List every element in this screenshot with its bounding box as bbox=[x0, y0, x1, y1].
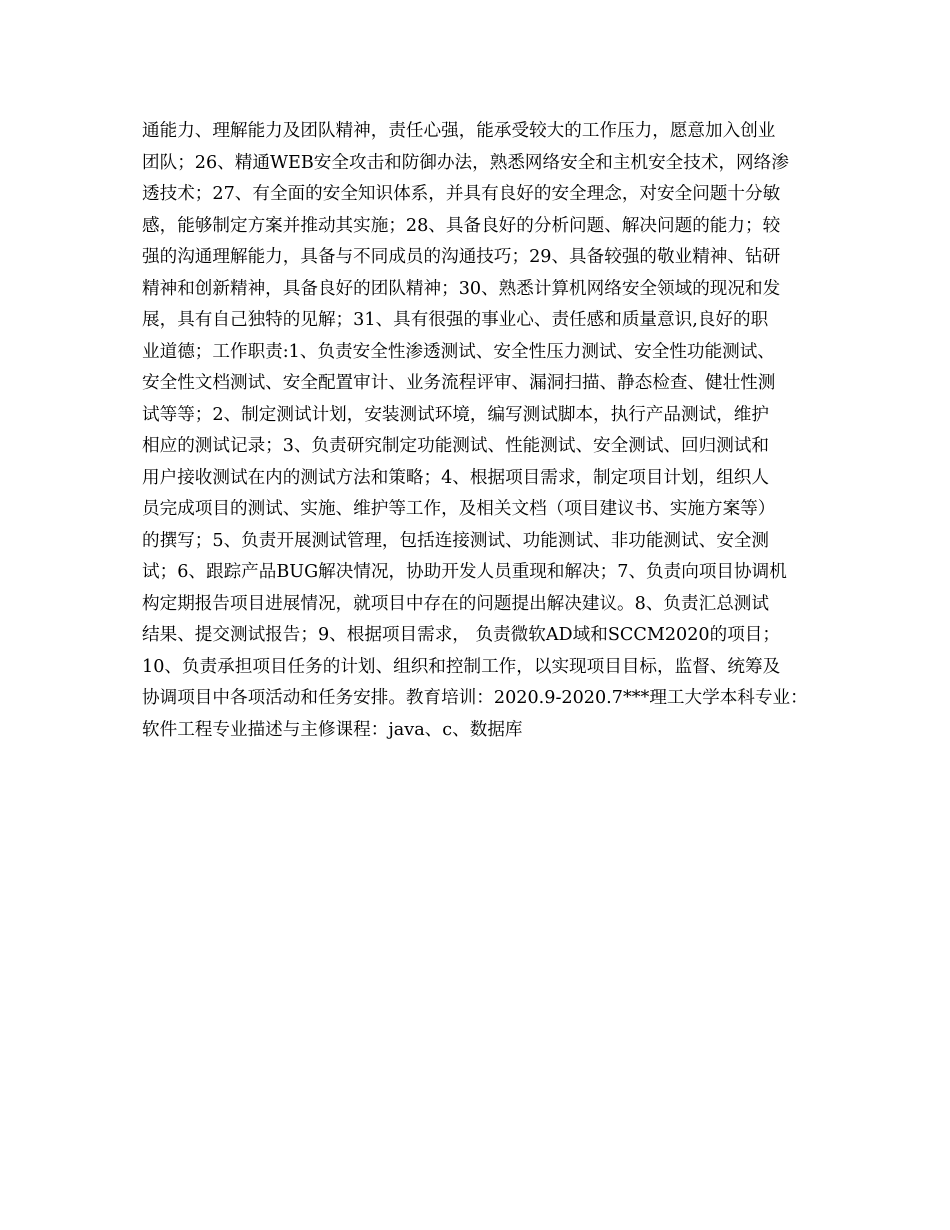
text-line-13: 员完成项目的测试、实施、维护等工作，及相关文档（项目建议书、实施方案等） bbox=[142, 499, 776, 519]
text-line-11: 相应的测试记录；3、负责研究制定功能测试、性能测试、安全测试、回归测试和 bbox=[142, 436, 769, 456]
text-line-7: 展，具有自己独特的见解；31、具有很强的事业心、责任感和质量意识,良好的职 bbox=[142, 310, 769, 330]
text-line-12: 用户接收测试在内的测试方法和策略；4、根据项目需求，制定项目计划，组织人 bbox=[142, 467, 769, 488]
text-line-10: 试等等；2、制定测试计划，安装测试环境，编写测试脚本，执行产品测试，维护 bbox=[142, 404, 769, 425]
text-line-9: 安全性文档测试、安全配置审计、业务流程评审、漏洞扫描、静态检查、健壮性测 bbox=[142, 373, 776, 393]
text-line-19: 协调项目中各项活动和任务安排。教育培训：2020.9-2020.7***理工大学本科专业： bbox=[142, 688, 808, 708]
text-line-18: 10、负责承担项目任务的计划、组织和控制工作，以实现项目目标，监督、统筹及 bbox=[142, 656, 781, 677]
text-line-3: 透技术；27、有全面的安全知识体系，并具有良好的安全理念，对安全问题十分敏 bbox=[142, 184, 781, 204]
text-line-8: 业道德；工作职责:1、负责安全性渗透测试、安全性压力测试、安全性功能测试、 bbox=[142, 341, 775, 362]
text-line-2: 团队；26、精通WEB安全攻击和防御办法，熟悉网络安全和主机安全技术，网络渗 bbox=[142, 152, 789, 173]
text-line-20: 软件工程专业描述与主修课程：java、c、数据库 bbox=[142, 719, 523, 740]
text-line-16: 构定期报告项目进展情况，就项目中存在的问题提出解决建议。8、负责汇总测试 bbox=[142, 593, 769, 614]
text-line-6: 精神和创新精神，具备良好的团队精神；30、熟悉计算机网络安全领域的现况和发 bbox=[142, 278, 781, 299]
body-text bbox=[142, 116, 832, 746]
text-line-14: 的撰写；5、负责开展测试管理，包括连接测试、功能测试、非功能测试、安全测 bbox=[142, 530, 769, 551]
text-line-17: 结果、提交测试报告；9、根据项目需求， 负责微软AD域和SCCM2020的项目； bbox=[142, 625, 780, 645]
text-line-4: 感，能够制定方案并推动其实施；28、具备良好的分析问题、解决问题的能力；较 bbox=[142, 215, 781, 236]
text-line-5: 强的沟通理解能力，具备与不同成员的沟通技巧；29、具备较强的敬业精神、钻研 bbox=[142, 247, 781, 267]
text-line-15: 试；6、跟踪产品BUG解决情况，协助开发人员重现和解决；7、负责向项目协调机 bbox=[142, 562, 787, 582]
text-line-1: 通能力、理解能力及团队精神，责任心强，能承受较大的工作压力，愿意加入创业 bbox=[142, 121, 776, 141]
